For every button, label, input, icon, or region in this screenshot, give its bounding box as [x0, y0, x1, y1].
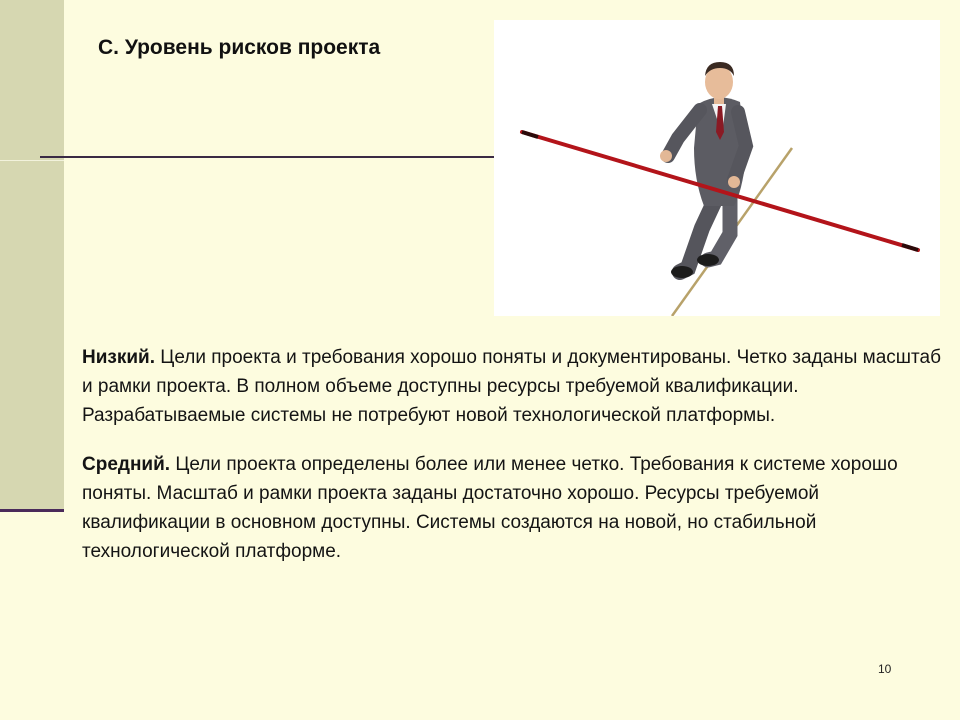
paragraph-low-risk [82, 343, 942, 430]
left-band-divider [0, 160, 64, 161]
left-decor-band [0, 0, 64, 510]
term-low: Низкий. [82, 347, 155, 368]
text-low: Цели проекта и требования хорошо поняты и документированы. Четко заданы масштаб и рамки проекта. В полном объеме доступны ресурсы требуемой квалификации. Разрабатываемые системы не потребуют новой технологической платформы. [82, 347, 941, 426]
title-divider-line [40, 156, 496, 158]
bottom-accent-line [0, 509, 64, 512]
tightrope-walker-image [494, 20, 940, 316]
page-number: 10 [878, 662, 892, 676]
paragraph-medium-risk [82, 450, 942, 566]
tightrope-walker-icon [494, 20, 940, 316]
body-text [82, 343, 942, 586]
term-medium: Средний. [82, 454, 171, 475]
slide-title: С. Уровень рисков проекта [98, 36, 381, 59]
text-medium: Цели проекта определены более или менее четко. Требования к системе хорошо поняты. Масштаб и рамки проекта заданы достаточно хорошо. Ресурсы требуемой квалификации в основном доступны. Системы создаются на новой, но стабильной технологической платформе. [82, 454, 898, 562]
